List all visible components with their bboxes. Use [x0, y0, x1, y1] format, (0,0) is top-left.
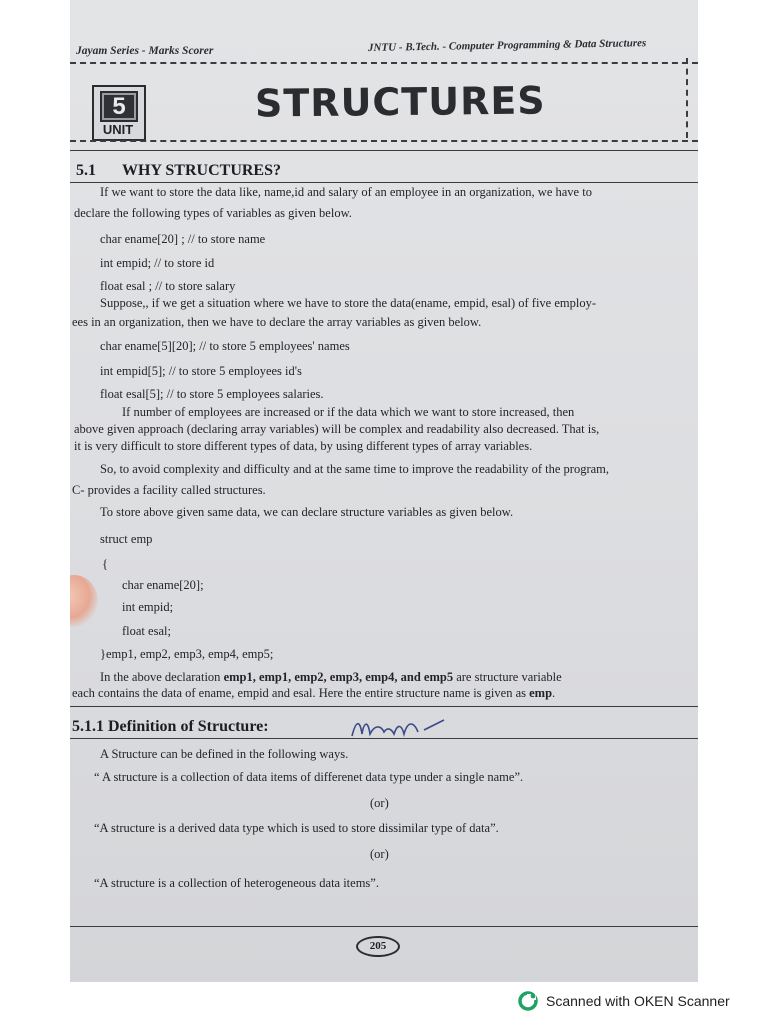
code-line: int empid; // to store id [100, 256, 215, 270]
or-separator: (or) [370, 796, 389, 810]
body-line: above given approach (declaring array variables) will be complex and readability also decreased. That is, [74, 422, 600, 436]
header-frame-right [686, 58, 692, 138]
subsection-rule-top [70, 706, 698, 707]
header-divider-bottom [70, 140, 698, 142]
footer-rule [70, 926, 698, 927]
code-line: struct emp [100, 532, 153, 546]
running-header-right: JNTU - B.Tech. - Computer Programming & Data Structures [367, 37, 647, 54]
thumb-shadow [70, 575, 98, 627]
unit-label: UNIT [102, 122, 134, 137]
code-line: int empid[5]; // to store 5 employees id's [100, 364, 302, 378]
code-line: char ename[20] ; // to store name [100, 232, 266, 246]
section-title: WHY STRUCTURES? [122, 162, 281, 179]
scanner-watermark [518, 991, 730, 1011]
chapter-title: STRUCTURES [254, 78, 546, 126]
section-rule-top [70, 150, 698, 151]
body-line: A Structure can be defined in the following ways. [100, 747, 349, 761]
code-line: float esal ; // to store salary [100, 279, 236, 293]
subsection-title: 5.1.1 Definition of Structure: [72, 718, 269, 735]
handwritten-scribble [348, 712, 468, 744]
body-line: So, to avoid complexity and difficulty and at the same time to improve the readability of the program, [100, 462, 610, 476]
scanned-page [70, 0, 698, 982]
definition-line: “ A structure is a collection of data items of differenet data type under a single name”. [94, 770, 524, 784]
body-line: declare the following types of variables as given below. [74, 206, 352, 220]
code-line: char ename[20]; [122, 578, 204, 592]
unit-number: 5 [100, 91, 138, 122]
code-line: float esal; [122, 624, 171, 638]
body-line: In the above declaration emp1, emp1, emp2, emp3, emp4, and emp5 are structure variable [100, 670, 562, 684]
body-line: If we want to store the data like, name,id and salary of an employee in an organization, we have to [100, 185, 592, 199]
oken-scanner-icon [518, 991, 538, 1011]
section-number: 5.1 [76, 162, 96, 179]
section-rule-bottom [70, 182, 698, 183]
body-line: C- provides a facility called structures. [72, 483, 266, 497]
definition-line: “A structure is a derived data type which is used to store dissimilar type of data”. [94, 821, 499, 835]
code-line: }emp1, emp2, emp3, emp4, emp5; [100, 647, 274, 661]
body-line: each contains the data of ename, empid and esal. Here the entire structure name is given as emp. [72, 686, 556, 700]
body-line: it is very difficult to store different types of data, by using different types of array variables. [74, 439, 533, 453]
or-separator: (or) [370, 847, 389, 861]
code-line: int empid; [122, 600, 174, 614]
code-line: float esal[5]; // to store 5 employees salaries. [100, 387, 324, 401]
definition-line: “A structure is a collection of heterogeneous data items”. [94, 876, 379, 890]
code-line: { [102, 557, 108, 571]
body-line: ees in an organization, then we have to declare the array variables as given below. [72, 315, 482, 329]
code-line: char ename[5][20]; // to store 5 employees' names [100, 339, 350, 353]
running-header-left: Jayam Series - Marks Scorer [76, 45, 214, 57]
body-line: If number of employees are increased or if the data which we want to store increased, then [122, 405, 575, 419]
page-number: 205 [356, 936, 400, 957]
body-line: To store above given same data, we can declare structure variables as given below. [100, 505, 514, 519]
unit-badge [92, 85, 146, 141]
header-divider-top [70, 62, 698, 64]
scanner-label: Scanned with OKEN Scanner [546, 993, 730, 1009]
body-line: Suppose,, if we get a situation where we have to store the data(ename, empid, esal) of five employ- [100, 296, 597, 310]
subsection-rule-bottom [70, 738, 698, 739]
